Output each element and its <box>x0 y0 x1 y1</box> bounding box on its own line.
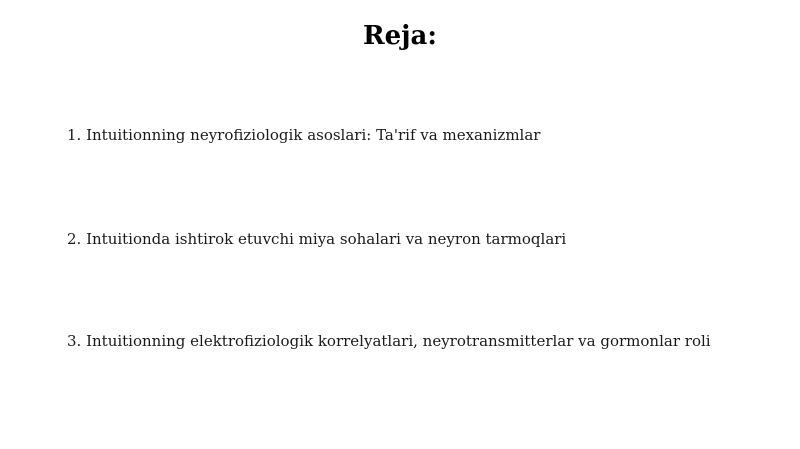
plan-item-1: 1. Intuitionning neyrofiziologik asoslari: Ta'rif va mexanizmlar <box>67 126 541 144</box>
slide-title: Reja: <box>362 21 437 51</box>
plan-item-2: 2. Intuitionda ishtirok etuvchi miya sohalari va neyron tarmoqlari <box>67 230 567 248</box>
plan-item-3: 3. Intuitionning elektrofiziologik korrelyatlari, neyrotransmitterlar va gormonlar roli <box>67 332 711 350</box>
